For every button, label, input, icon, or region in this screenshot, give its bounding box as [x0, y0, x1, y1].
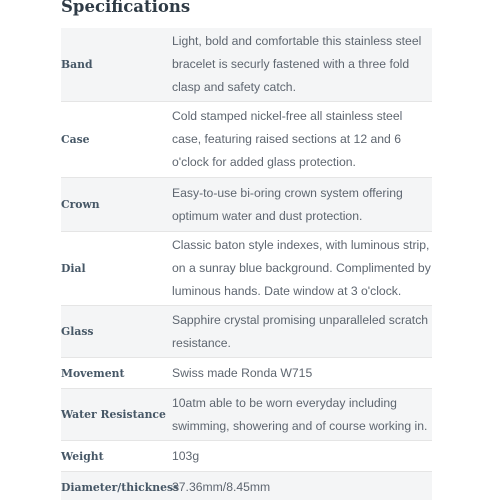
spec-value: 10atm able to be worn everyday including swimming, showering and of course working in.	[172, 395, 428, 433]
spec-label: Movement	[61, 366, 125, 380]
spec-label: Dial	[61, 262, 86, 275]
spec-value-cell	[172, 306, 432, 357]
spec-value-cell	[172, 178, 432, 231]
spec-value-cell	[172, 28, 432, 101]
spec-label: Glass	[61, 325, 94, 338]
spec-value: Cold stamped nickel-free all stainless steel case, featuring raised sections at 12 and 6 o'clock for added glass protection.	[172, 109, 403, 169]
spec-row-water-resistance	[61, 389, 432, 441]
spec-value-cell	[172, 472, 432, 500]
spec-label: Weight	[61, 449, 104, 463]
spec-value: Sapphire crystal promising unparalleled scratch resistance.	[172, 312, 429, 350]
spec-row-band	[61, 28, 432, 102]
spec-label: Case	[61, 133, 90, 146]
spec-value: Light, bold and comfortable this stainless steel bracelet is securly fastened with a three fold clasp and safety catch.	[172, 34, 422, 94]
spec-value: Swiss made Ronda W715	[172, 365, 313, 380]
spec-label: Diameter/thickness	[61, 480, 180, 494]
spec-label: Band	[61, 58, 93, 71]
spec-value-cell	[172, 441, 432, 471]
spec-value-cell	[172, 232, 432, 305]
spec-row-crown	[61, 178, 432, 232]
spec-value-cell	[172, 389, 432, 440]
spec-value-cell	[172, 102, 432, 177]
spec-value: Classic baton style indexes, with luminous strip, on a sunray blue background. Complimented by luminous hands. Date window at 3 o'clock.	[172, 238, 431, 298]
spec-value: 37.36mm/8.45mm	[172, 479, 271, 494]
spec-value: Easy-to-use bi-oring crown system offering optimum water and dust protection.	[172, 185, 403, 223]
spec-row-dial	[61, 232, 432, 306]
spec-row-movement	[61, 358, 432, 389]
spec-row-diameter-thickness	[61, 472, 432, 500]
section-title: Specifications	[61, 0, 191, 16]
spec-row-case	[61, 102, 432, 178]
spec-row-weight	[61, 441, 432, 472]
spec-value-cell	[172, 358, 432, 388]
spec-value: 103g	[172, 448, 200, 463]
spec-row-glass	[61, 306, 432, 358]
spec-label: Crown	[61, 198, 100, 211]
spec-label: Water Resistance	[61, 408, 166, 421]
